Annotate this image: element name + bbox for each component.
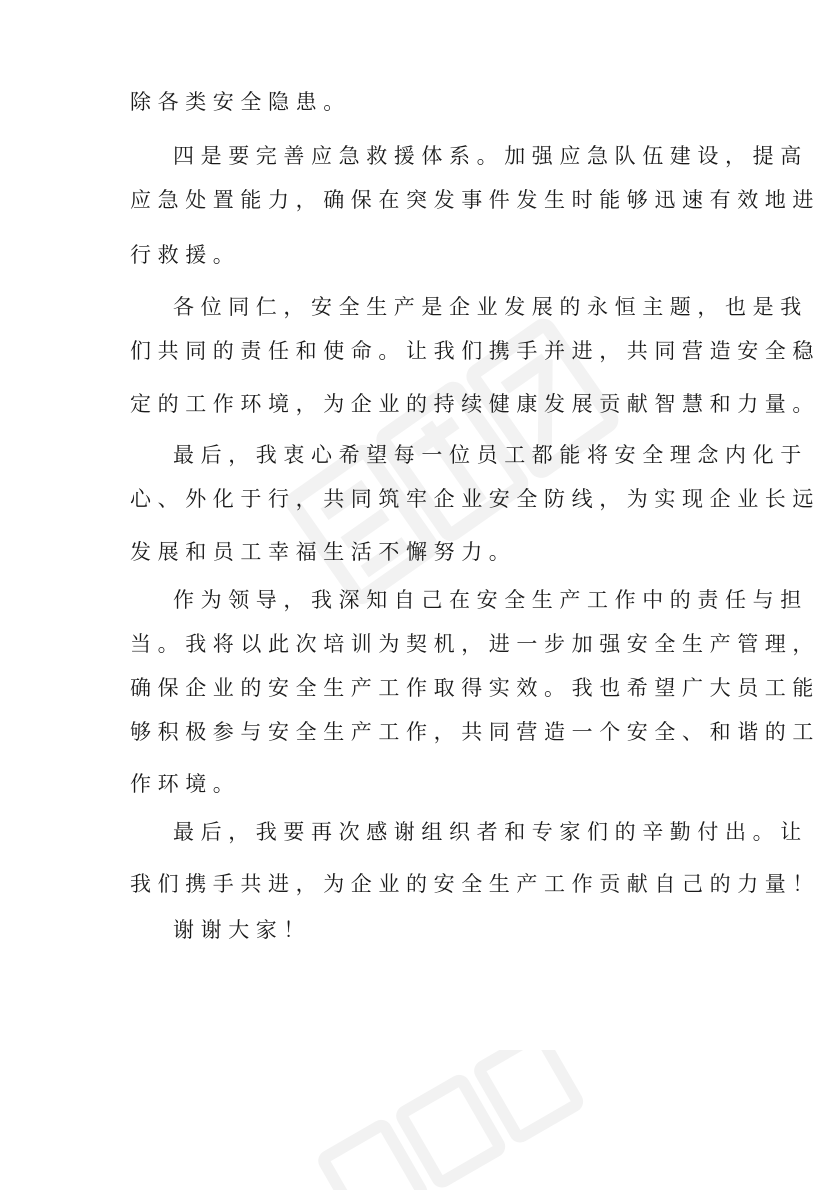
paragraph-start: 四是要完善应急救援体系。加强应急队伍建设，提高 (173, 144, 808, 168)
watermark-stamp-bottom (300, 1050, 600, 1190)
text-line: 行救援。 (130, 243, 241, 267)
paragraph-start: 各位同仁，安全生产是企业发展的永恒主题，也是我 (173, 295, 808, 319)
text-line: 应急处置能力，确保在突发事件发生时能够迅速有效地进 (130, 188, 820, 212)
watermark-stamp (230, 260, 650, 680)
text-line: 确保企业的安全生产工作取得实效。我也希望广大员工能 (130, 676, 820, 700)
closing-line: 谢谢大家！ (173, 918, 311, 942)
text-line: 我们携手共进，为企业的安全生产工作贡献自己的力量！ (130, 872, 820, 896)
text-line: 发展和员工幸福生活不懈努力。 (130, 540, 517, 564)
text-line: 们共同的责任和使命。让我们携手并进，共同营造安全稳 (130, 339, 820, 363)
paragraph-start: 最后，我要再次感谢组织者和专家们的辛勤付出。让 (173, 820, 808, 844)
text-line: 心、外化于行，共同筑牢企业安全防线，为实现企业长远 (130, 487, 820, 511)
text-line: 够积极参与安全生产工作，共同营造一个安全、和谐的工 (130, 720, 820, 744)
text-line: 定的工作环境，为企业的持续健康发展贡献智慧和力量。 (130, 392, 820, 416)
paragraph-start: 作为领导，我深知自己在安全生产工作中的责任与担 (173, 588, 808, 612)
text-line: 除各类安全隐患。 (130, 90, 351, 114)
text-line: 当。我将以此次培训为契机，进一步加强安全生产管理， (130, 632, 820, 656)
text-line: 作环境。 (130, 772, 241, 796)
paragraph-start: 最后，我衷心希望每一位员工都能将安全理念内化于 (173, 443, 808, 467)
